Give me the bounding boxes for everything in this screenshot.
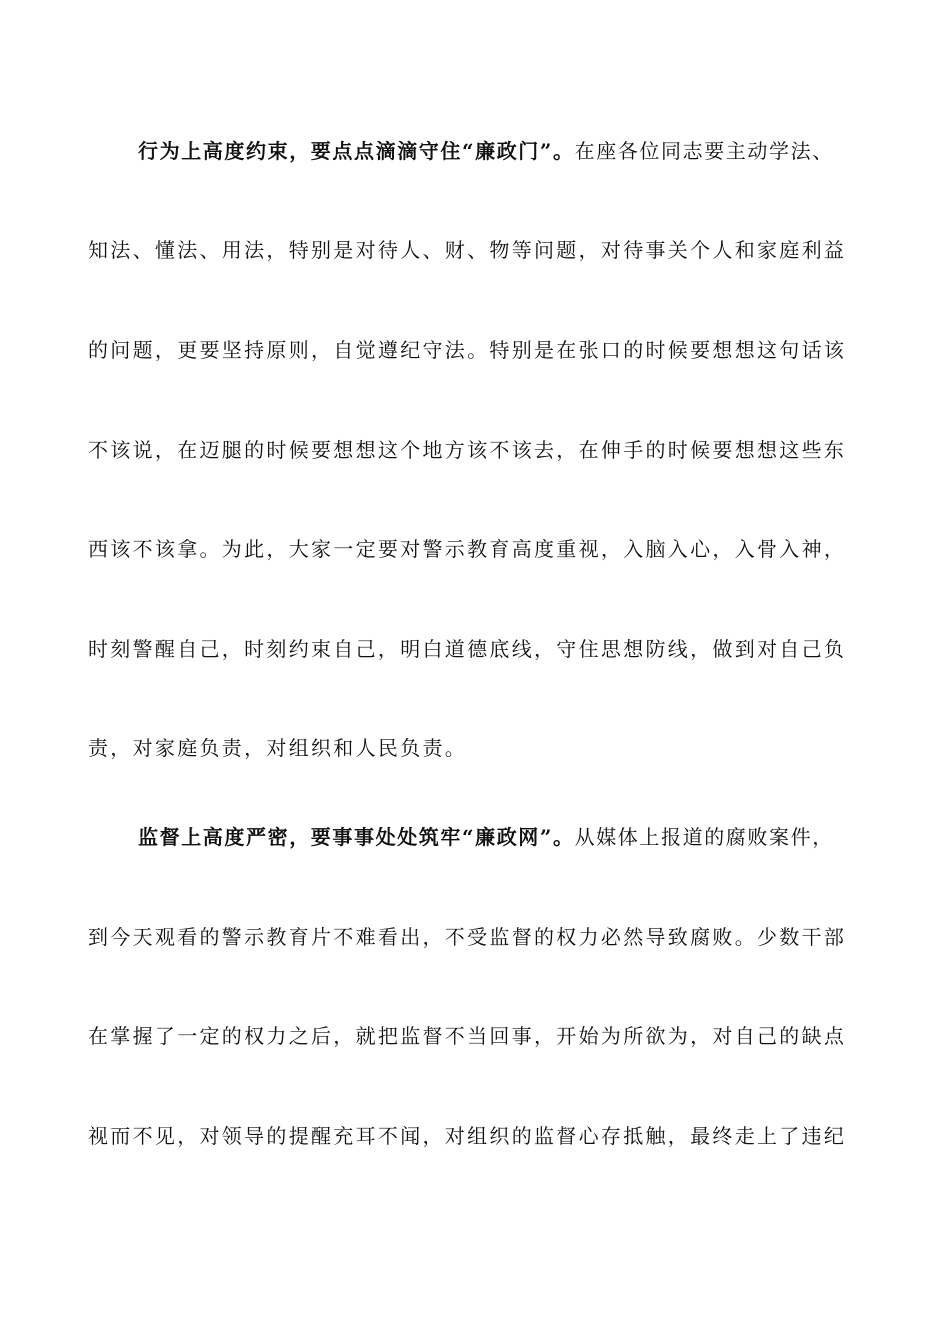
- paragraph-2-heading: 监督上高度严密，要事事处处筑牢“廉政网”。: [138, 825, 575, 849]
- paragraph-1-text: 在座各位同志要主动学法、: [574, 139, 834, 163]
- paragraph-2-line-1: [138, 823, 898, 851]
- paragraph-1-heading: 行为上高度约束，要点点滴滴守住“廉政门”。: [138, 139, 575, 163]
- paragraph-1-line-5: 西该不该拿。为此，大家一定要对警示教育高度重视，入脑入心，入骨入神，: [88, 537, 847, 561]
- paragraph-2-line-2: 到今天观看的警示教育片不难看出，不受监督的权力必然导致腐败。少数干部: [88, 925, 847, 949]
- paragraph-1-line-2: 知法、懂法、用法，特别是对待人、财、物等问题，对待事关个人和家庭利益: [88, 238, 847, 262]
- paragraph-2-line-3: 在掌握了一定的权力之后，就把监督不当回事，开始为所欲为，对自己的缺点: [88, 1024, 847, 1048]
- paragraph-1-line-4: 不该说，在迈腿的时候要想想这个地方该不该去，在伸手的时候要想想这些东: [88, 438, 847, 462]
- paragraph-1-line-1: [138, 137, 898, 165]
- paragraph-1-line-6: 时刻警醒自己，时刻约束自己，明白道德底线，守住思想防线，做到对自己负: [88, 637, 847, 661]
- paragraph-1-line-7: 责，对家庭负责，对组织和人民负责。: [88, 736, 468, 760]
- paragraph-2-line-4: 视而不见，对领导的提醒充耳不闻，对组织的监督心存抵触，最终走上了违纪: [88, 1124, 847, 1148]
- paragraph-2-text: 从媒体上报道的腐败案件，: [574, 825, 834, 849]
- paragraph-1-line-3: 的问题，更要坚持原则，自觉遵纪守法。特别是在张口的时候要想想这句话该: [88, 338, 847, 362]
